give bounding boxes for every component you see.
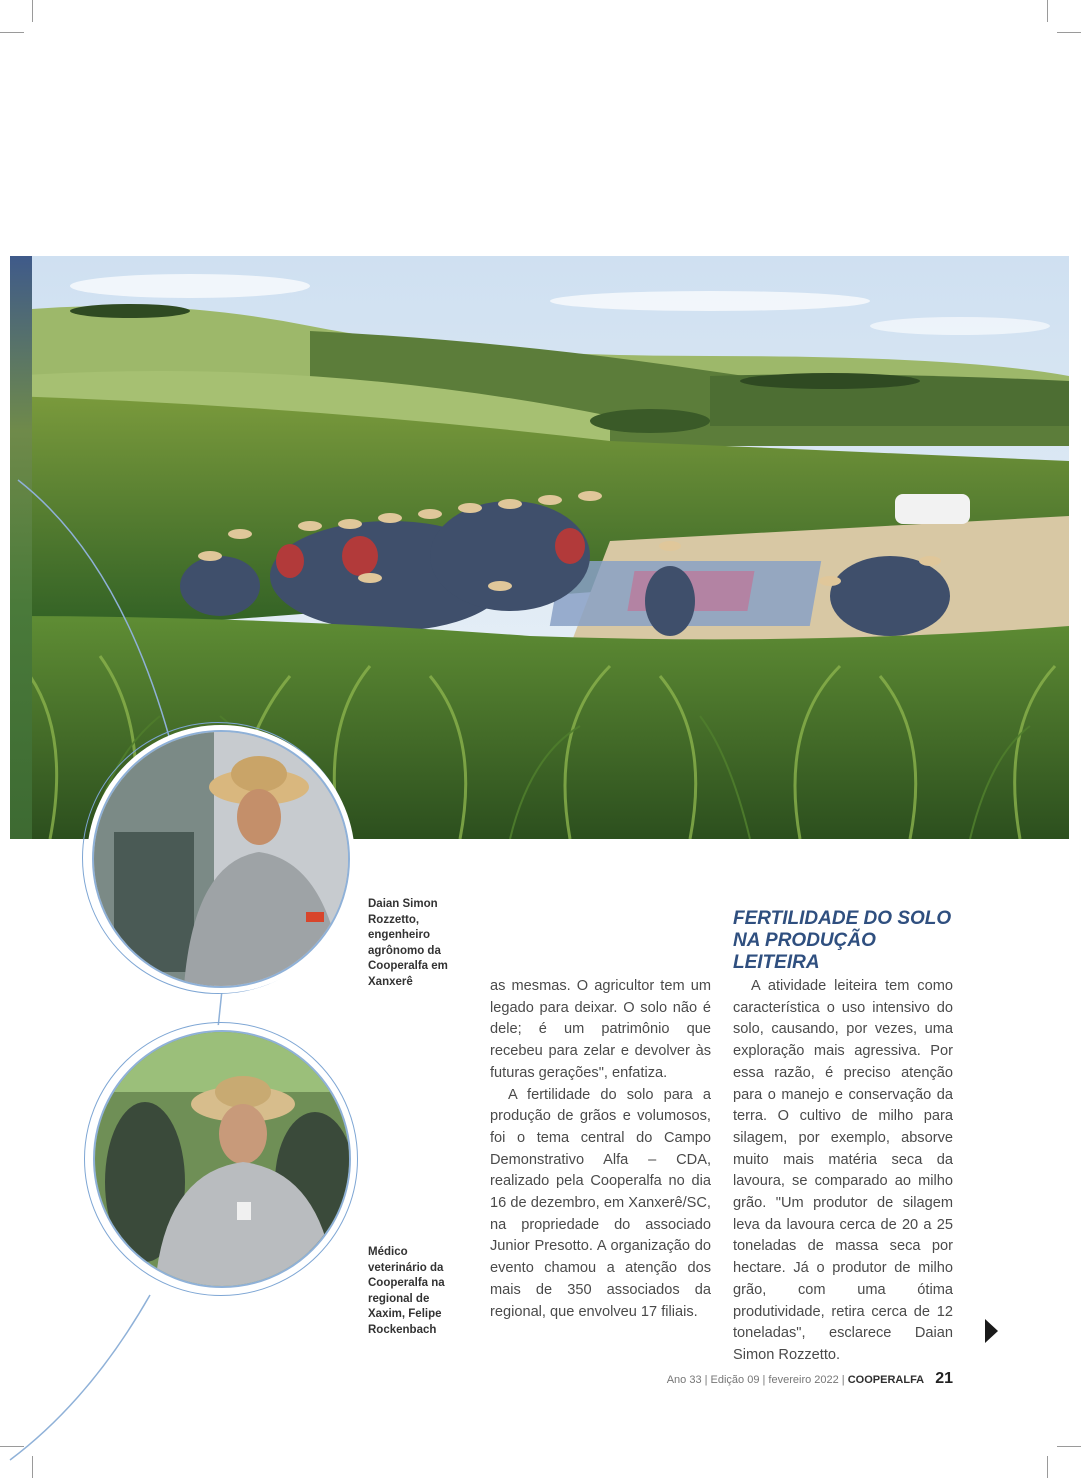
crop-mark [1057,1446,1081,1447]
caption-felipe: Médico veterinário da Cooperalfa na regional de Xaxim, Felipe Rockenbach [368,1246,445,1336]
section-heading: FERTILIDADE DO SOLO NA PRODUÇÃO LEITEIRA [733,908,952,973]
crop-mark [0,32,24,33]
caption-daian: Daian Simon Rozzetto, engenheiro agrônomo da Cooperalfa em Xanxerê [368,898,448,988]
paragraph: as mesmas. O agricultor tem um legado para deixar. O solo não é dele; é um patrimônio que recebeu para zelar e devolver às futuras gerações", enfatiza. [490,978,711,1081]
page-footer [640,1370,953,1388]
right-column [733,976,953,1367]
paragraph: A atividade leiteira tem como característica o uso intensivo do solo, causando, por vezes, uma exploração mais agressiva. Por essa razão, é preciso atenção para o manejo e conservação da terra. O cultivo de milho para silagem, por exemplo, absorve muito mais matéria seca da lavoura, se comparado ao milho grão. "Um produtor de silagem leva da lavoura cerca de 20 a 25 toneladas de massa seca por hectare. Já o produtor de milho grão, com uma ótima produtividade, retira cerca de 12 toneladas", esclarece Daian Simon Rozzetto. [733,978,953,1363]
middle-column [490,976,711,1323]
crop-mark [32,0,33,22]
portrait-felipe [93,1030,351,1288]
crop-mark [1047,1456,1048,1478]
brand-name: COOPERALFA [847,1374,925,1386]
crop-mark [1057,32,1081,33]
crop-mark [1047,0,1048,22]
paragraph: A fertilidade do solo para a produção de grãos e volumosos, foi o tema central do Campo Demonstrativo Alfa – CDA, realizado pela Cooperalfa no dia 16 de dezembro, em Xanxerê/SC, na propriedade do associado Junior Presotto. A organização do evento chamou a atenção dos mais de 350 associados da regional, que envolveu 17 filiais. [490,1086,711,1320]
issue-info: Ano 33 | Edição 09 | fevereiro 2022 | [666,1374,845,1386]
play-arrow-icon [985,1319,998,1343]
page-number: 21 [935,1370,953,1387]
portrait-daian [92,730,350,988]
